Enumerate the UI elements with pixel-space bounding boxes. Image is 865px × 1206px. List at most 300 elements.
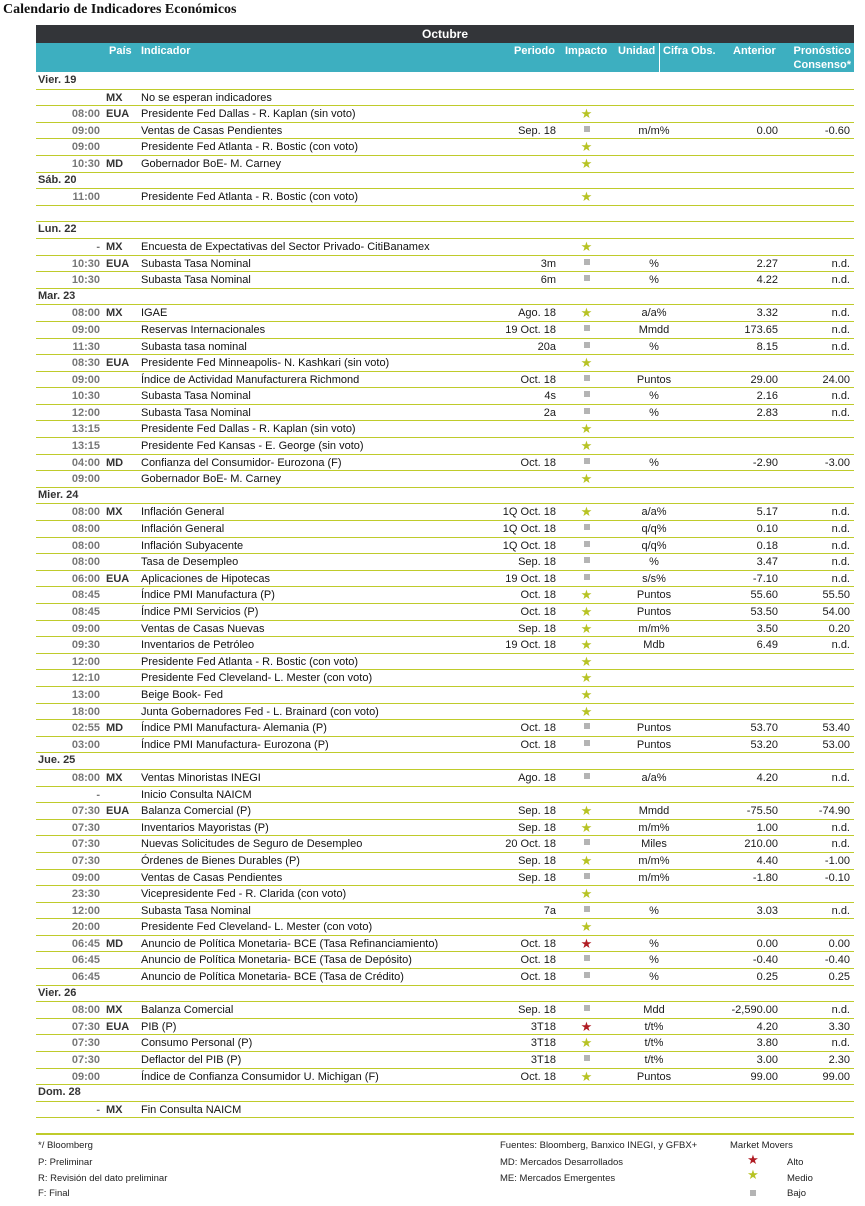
cell-period: 19 Oct. 18 bbox=[505, 572, 556, 585]
cell-pronostico: n.d. bbox=[831, 274, 850, 287]
cell-indicator: Anuncio de Política Monetaria- BCE (Tasa de Depósito) bbox=[141, 954, 412, 967]
cell-indicator: Subasta Tasa Nominal bbox=[141, 257, 251, 270]
cell-period: 20a bbox=[537, 340, 556, 353]
cell-anterior: 4.40 bbox=[756, 854, 778, 867]
cell-time: 11:00 bbox=[72, 191, 100, 204]
star-icon: ★ bbox=[580, 919, 593, 935]
square-icon bbox=[574, 390, 599, 402]
star-icon: ★ bbox=[580, 819, 593, 835]
square-icon bbox=[574, 772, 599, 784]
cell-anterior: -7.10 bbox=[752, 572, 778, 585]
note-bloomberg: */ Bloomberg bbox=[38, 1140, 93, 1151]
cell-indicator: Vicepresidente Fed - R. Clarida (con voto) bbox=[141, 888, 347, 901]
star-icon: ★ bbox=[580, 438, 593, 454]
cell-period: Sep. 18 bbox=[518, 556, 556, 569]
table-row bbox=[36, 720, 854, 737]
star-icon: ★ bbox=[580, 1035, 593, 1051]
cell-period: 19 Oct. 18 bbox=[505, 639, 556, 652]
legend-bajo: Bajo bbox=[787, 1188, 807, 1199]
cell-anterior: 0.00 bbox=[756, 937, 778, 950]
cell-time: - bbox=[96, 1103, 100, 1116]
table-row bbox=[36, 388, 854, 405]
cell-time: 07:30 bbox=[71, 854, 100, 867]
col-unidad: Unidad bbox=[618, 45, 656, 57]
cell-period: 20 Oct. 18 bbox=[505, 838, 556, 851]
table-row bbox=[36, 305, 854, 322]
square-icon bbox=[574, 1054, 599, 1066]
cell-indicator: Índice de Confianza Consumidor U. Michigan (F) bbox=[141, 1070, 379, 1083]
square-icon bbox=[574, 971, 599, 983]
square-icon bbox=[574, 872, 599, 884]
cell-indicator: Presidente Fed Cleveland- L. Mester (con voto) bbox=[141, 921, 373, 934]
table-row bbox=[36, 538, 854, 555]
cell-indicator: Anuncio de Política Monetaria- BCE (Tasa de Crédito) bbox=[141, 971, 404, 984]
note-preliminar: P: Preliminar bbox=[38, 1157, 93, 1168]
star-icon: ★ bbox=[580, 803, 593, 819]
cell-time: 09:00 bbox=[71, 323, 100, 336]
star-icon: ★ bbox=[580, 1068, 593, 1084]
col-cifra: Cifra Obs. bbox=[663, 45, 716, 57]
cell-indicator: Ventas Minoristas INEGI bbox=[141, 771, 261, 784]
col-pronostico-line2: Consenso* bbox=[793, 59, 851, 71]
star-icon: ★ bbox=[580, 155, 593, 171]
table-row bbox=[36, 90, 854, 107]
cell-time: - bbox=[96, 240, 100, 253]
cell-time: 07:30 bbox=[71, 1020, 100, 1033]
cell-pronostico: n.d. bbox=[831, 556, 850, 569]
cell-anterior: -0.40 bbox=[752, 954, 778, 967]
cell-time: 08:45 bbox=[71, 589, 100, 602]
cell-period: 6m bbox=[540, 274, 556, 287]
cell-unit: Mdb bbox=[643, 639, 665, 652]
cell-unit: t/t% bbox=[644, 1037, 664, 1050]
cell-time: 09:30 bbox=[71, 639, 100, 652]
cell-country: MX bbox=[106, 240, 123, 253]
cell-period: Oct. 18 bbox=[520, 738, 556, 751]
cell-pronostico: -74.90 bbox=[818, 805, 850, 818]
table-row bbox=[36, 1019, 854, 1036]
cell-period: Oct. 18 bbox=[520, 954, 556, 967]
cell-period: 7a bbox=[543, 904, 556, 917]
cell-anterior: 0.00 bbox=[756, 124, 778, 137]
cell-indicator: IGAE bbox=[141, 307, 168, 320]
table-row bbox=[36, 405, 854, 422]
cell-anterior: -75.50 bbox=[746, 805, 778, 818]
cell-anterior: 53.20 bbox=[750, 738, 778, 751]
table-row bbox=[36, 604, 854, 621]
cell-time: 07:30 bbox=[71, 821, 100, 834]
cell-pronostico: n.d. bbox=[831, 1037, 850, 1050]
star-icon: ★ bbox=[580, 852, 593, 868]
note-me: ME: Mercados Emergentes bbox=[500, 1173, 616, 1184]
cell-time: 08:00 bbox=[71, 108, 100, 121]
cell-country: EUA bbox=[106, 805, 130, 818]
cell-pronostico: -0.40 bbox=[824, 954, 850, 967]
cell-period: Ago. 18 bbox=[518, 771, 556, 784]
cell-anterior: 8.15 bbox=[756, 340, 778, 353]
table-row bbox=[36, 853, 854, 870]
cell-pronostico: n.d. bbox=[831, 523, 850, 536]
cell-pronostico: n.d. bbox=[831, 539, 850, 552]
table-row bbox=[36, 637, 854, 654]
cell-time: 09:00 bbox=[71, 373, 100, 386]
cell-anterior: 3.32 bbox=[756, 307, 778, 320]
legend-medio: Medio bbox=[787, 1173, 813, 1184]
table-row bbox=[36, 504, 854, 521]
cell-indicator: Gobernador BoE- M. Carney bbox=[141, 473, 282, 486]
cell-indicator: Tasa de Desempleo bbox=[141, 556, 239, 569]
square-icon bbox=[574, 838, 599, 850]
cell-pronostico: -1.00 bbox=[824, 854, 850, 867]
cell-pronostico: n.d. bbox=[831, 506, 850, 519]
cell-period: Sep. 18 bbox=[518, 622, 556, 635]
cell-unit: % bbox=[649, 390, 659, 403]
table-row bbox=[36, 670, 854, 687]
cell-unit: m/m% bbox=[638, 871, 670, 884]
cell-period: Sep. 18 bbox=[518, 871, 556, 884]
square-icon bbox=[574, 556, 599, 568]
cell-indicator: Ventas de Casas Pendientes bbox=[141, 124, 283, 137]
cell-anterior: 53.50 bbox=[750, 606, 778, 618]
table-row bbox=[36, 587, 854, 604]
cell-unit: t/t% bbox=[644, 1020, 664, 1033]
cell-pronostico: n.d. bbox=[831, 904, 850, 917]
cell-anterior: 3.50 bbox=[756, 622, 778, 635]
cell-time: 09:00 bbox=[71, 141, 100, 154]
square-icon bbox=[574, 258, 599, 270]
footer-divider bbox=[36, 1133, 854, 1135]
cell-time: 07:30 bbox=[71, 805, 100, 818]
square-icon bbox=[574, 125, 599, 137]
table-row bbox=[36, 687, 854, 704]
cell-time: 07:30 bbox=[71, 838, 100, 851]
table-row bbox=[36, 903, 854, 920]
cell-unit: Miles bbox=[641, 838, 667, 851]
cell-indicator: Subasta Tasa Nominal bbox=[141, 390, 251, 403]
day-header bbox=[36, 488, 854, 505]
cell-indicator: Deflactor del PIB (P) bbox=[141, 1054, 242, 1067]
cell-pronostico: n.d. bbox=[831, 838, 850, 851]
table-row bbox=[36, 471, 854, 488]
cell-period: Oct. 18 bbox=[520, 456, 556, 469]
square-icon bbox=[574, 905, 599, 917]
note-md: MD: Mercados Desarrollados bbox=[500, 1157, 624, 1168]
cell-indicator: Presidente Fed Atlanta - R. Bostic (con voto) bbox=[141, 141, 359, 154]
cell-unit: m/m% bbox=[638, 622, 670, 635]
cell-pronostico: n.d. bbox=[831, 307, 850, 320]
square-icon bbox=[574, 573, 599, 585]
cell-period: Oct. 18 bbox=[520, 373, 556, 386]
cell-indicator: Índice PMI Manufactura (P) bbox=[141, 589, 275, 602]
cell-time: 12:00 bbox=[71, 655, 100, 668]
cell-country: MX bbox=[106, 307, 123, 320]
cell-period: 2a bbox=[543, 406, 556, 419]
cell-time: 11:30 bbox=[72, 340, 100, 353]
table-row bbox=[36, 737, 854, 754]
square-icon bbox=[574, 954, 599, 966]
table-row bbox=[36, 1002, 854, 1019]
table-row bbox=[36, 919, 854, 936]
cell-unit: % bbox=[649, 954, 659, 967]
table-row bbox=[36, 438, 854, 455]
cell-time: - bbox=[96, 788, 100, 801]
cell-unit: Mmdd bbox=[638, 323, 670, 336]
col-indicador: Indicador bbox=[141, 45, 191, 57]
cell-pronostico: 0.25 bbox=[828, 971, 850, 984]
cell-unit: Mmdd bbox=[638, 805, 670, 818]
table-row bbox=[36, 372, 854, 389]
table-row bbox=[36, 156, 854, 173]
table-row bbox=[36, 106, 854, 123]
cell-country: MX bbox=[106, 506, 123, 519]
cell-period: Sep. 18 bbox=[518, 124, 556, 137]
cell-time: 12:10 bbox=[71, 672, 100, 685]
star-icon: ★ bbox=[580, 355, 593, 371]
cell-time: 08:00 bbox=[71, 556, 100, 569]
cell-unit: m/m% bbox=[638, 124, 670, 137]
cell-country: MD bbox=[106, 456, 124, 469]
cell-country: MX bbox=[106, 771, 123, 784]
legend-title: Market Movers bbox=[730, 1140, 793, 1151]
cell-time: 20:00 bbox=[71, 921, 100, 934]
cell-period: 19 Oct. 18 bbox=[505, 323, 556, 336]
table-row bbox=[36, 886, 854, 903]
cell-indicator: Índice de Actividad Manufacturera Richmond bbox=[141, 373, 360, 386]
cell-country: MX bbox=[106, 91, 123, 104]
table-row bbox=[36, 239, 854, 256]
square-icon bbox=[574, 540, 599, 552]
cell-time: 06:45 bbox=[71, 954, 100, 967]
star-icon: ★ bbox=[580, 886, 593, 902]
table-row bbox=[36, 1035, 854, 1052]
cell-period: Oct. 18 bbox=[520, 606, 556, 618]
cell-period: Ago. 18 bbox=[518, 307, 556, 320]
table-row bbox=[36, 139, 854, 156]
cell-anterior: 53.70 bbox=[750, 722, 778, 735]
cell-pronostico: 99.00 bbox=[822, 1070, 850, 1083]
cell-pronostico: -3.00 bbox=[824, 456, 850, 469]
cell-period: Oct. 18 bbox=[520, 1070, 556, 1083]
day-label: Vier. 19 bbox=[38, 74, 77, 86]
square-icon bbox=[574, 374, 599, 386]
cell-anterior: 5.17 bbox=[756, 506, 778, 519]
day-label: Sáb. 20 bbox=[38, 173, 77, 186]
cell-unit: m/m% bbox=[638, 821, 670, 834]
cell-indicator: Subasta Tasa Nominal bbox=[141, 406, 251, 419]
cell-pronostico: 24.00 bbox=[822, 373, 850, 386]
cell-anterior: 2.83 bbox=[756, 406, 778, 419]
month-header: Octubre bbox=[36, 25, 854, 43]
cell-time: 08:30 bbox=[71, 357, 100, 370]
day-label: Jue. 25 bbox=[38, 754, 76, 767]
cell-anterior: 4.20 bbox=[756, 1020, 778, 1033]
day-label: Lun. 22 bbox=[38, 223, 77, 236]
table-row bbox=[36, 787, 854, 804]
cell-indicator: Subasta Tasa Nominal bbox=[141, 904, 251, 917]
cell-anterior: 3.80 bbox=[756, 1037, 778, 1050]
cell-time: 13:00 bbox=[71, 688, 100, 701]
star-icon: ★ bbox=[747, 1152, 759, 1167]
cell-indicator: Aplicaciones de Hipotecas bbox=[141, 572, 271, 585]
cell-time: 10:30 bbox=[71, 257, 100, 270]
cell-pronostico: 0.20 bbox=[828, 622, 850, 635]
table-header bbox=[36, 25, 854, 72]
cell-anterior: 4.20 bbox=[756, 771, 778, 784]
table-row bbox=[36, 272, 854, 289]
cell-indicator: Balanza Comercial (P) bbox=[141, 805, 252, 818]
table-row bbox=[36, 571, 854, 588]
cell-unit: Mdd bbox=[643, 1004, 665, 1017]
cell-indicator: Inflación General bbox=[141, 506, 225, 519]
cell-indicator: Ventas de Casas Nuevas bbox=[141, 622, 265, 635]
day-label: Mier. 24 bbox=[38, 488, 79, 501]
cell-country: MD bbox=[106, 157, 124, 170]
cell-pronostico: n.d. bbox=[831, 821, 850, 834]
cell-unit: t/t% bbox=[644, 1054, 664, 1067]
cell-period: Sep. 18 bbox=[518, 854, 556, 867]
cell-time: 13:15 bbox=[71, 423, 100, 436]
table-row bbox=[36, 521, 854, 538]
cell-pronostico: 2.30 bbox=[828, 1054, 850, 1067]
row-spacer bbox=[36, 206, 854, 223]
cell-time: 12:00 bbox=[71, 406, 100, 419]
cell-period: 1Q Oct. 18 bbox=[502, 539, 556, 552]
col-impacto: Impacto bbox=[565, 45, 608, 57]
cell-pronostico: n.d. bbox=[831, 406, 850, 419]
square-icon bbox=[574, 457, 599, 469]
cell-time: 08:00 bbox=[71, 771, 100, 784]
cell-time: 18:00 bbox=[71, 705, 100, 718]
square-icon bbox=[574, 739, 599, 751]
cell-indicator: Fin Consulta NAICM bbox=[141, 1103, 242, 1116]
cell-pronostico: n.d. bbox=[831, 340, 850, 353]
star-icon: ★ bbox=[580, 686, 593, 702]
cell-time: 06:45 bbox=[71, 937, 100, 950]
cell-time: 08:00 bbox=[71, 1004, 100, 1017]
cell-indicator: Nuevas Solicitudes de Seguro de Desempleo bbox=[141, 838, 363, 851]
cell-unit: % bbox=[649, 937, 659, 950]
note-sources: Fuentes: Bloomberg, Banxico INEGI, y GFBX+ bbox=[500, 1140, 698, 1151]
cell-time: 08:00 bbox=[71, 506, 100, 519]
cell-indicator: Inventarios Mayoristas (P) bbox=[141, 821, 269, 834]
square-icon bbox=[574, 722, 599, 734]
day-label: Dom. 28 bbox=[38, 1086, 81, 1099]
day-header bbox=[36, 73, 854, 90]
cell-unit: Puntos bbox=[636, 589, 672, 602]
cell-time: 04:00 bbox=[71, 456, 100, 469]
cell-indicator: Índice PMI Servicios (P) bbox=[141, 606, 259, 618]
table-row bbox=[36, 355, 854, 372]
cell-country: EUA bbox=[106, 108, 130, 121]
cell-time: 08:00 bbox=[71, 307, 100, 320]
cell-time: 09:00 bbox=[71, 622, 100, 635]
cell-anterior: 4.22 bbox=[756, 274, 778, 287]
cell-country: EUA bbox=[106, 1020, 130, 1033]
cell-period: Sep. 18 bbox=[518, 805, 556, 818]
table-row bbox=[36, 870, 854, 887]
cell-indicator: Confianza del Consumidor- Eurozona (F) bbox=[141, 456, 342, 469]
cell-indicator: Índice PMI Manufactura- Alemania (P) bbox=[141, 722, 327, 735]
calendar-table bbox=[36, 73, 854, 1118]
cell-indicator: Subasta tasa nominal bbox=[141, 340, 247, 353]
cell-time: 12:00 bbox=[71, 904, 100, 917]
star-icon: ★ bbox=[580, 504, 593, 520]
cell-time: 07:30 bbox=[71, 1037, 100, 1050]
cell-unit: Puntos bbox=[636, 722, 672, 735]
table-row bbox=[36, 654, 854, 671]
star-icon: ★ bbox=[580, 604, 593, 619]
star-icon: ★ bbox=[580, 106, 593, 122]
table-row bbox=[36, 1069, 854, 1086]
table-row bbox=[36, 322, 854, 339]
cell-period: Sep. 18 bbox=[518, 821, 556, 834]
cell-unit: % bbox=[649, 556, 659, 569]
table-row bbox=[36, 421, 854, 438]
cell-indicator: Anuncio de Política Monetaria- BCE (Tasa Refinanciamiento) bbox=[141, 937, 439, 950]
cell-anterior: 29.00 bbox=[750, 373, 778, 386]
cell-pronostico: n.d. bbox=[831, 323, 850, 336]
cell-time: 07:30 bbox=[71, 1054, 100, 1067]
cell-indicator: Subasta Tasa Nominal bbox=[141, 274, 251, 287]
cell-indicator: Inventarios de Petróleo bbox=[141, 639, 255, 652]
cell-time: 23:30 bbox=[71, 888, 100, 901]
square-icon bbox=[574, 341, 599, 353]
table-row bbox=[36, 339, 854, 356]
star-icon: ★ bbox=[580, 637, 593, 653]
cell-period: 1Q Oct. 18 bbox=[502, 506, 556, 519]
table-row bbox=[36, 1102, 854, 1119]
day-header bbox=[36, 173, 854, 190]
cell-anterior: 0.18 bbox=[756, 539, 778, 552]
table-row bbox=[36, 704, 854, 721]
cell-anterior: 6.49 bbox=[756, 639, 778, 652]
cell-country: MD bbox=[106, 722, 124, 735]
cell-time: 09:00 bbox=[71, 124, 100, 137]
legend-alto: Alto bbox=[787, 1157, 804, 1168]
cell-pronostico: n.d. bbox=[831, 390, 850, 403]
cell-unit: % bbox=[649, 904, 659, 917]
cell-period: Oct. 18 bbox=[520, 937, 556, 950]
table-row bbox=[36, 836, 854, 853]
cell-indicator: Inflación Subyacente bbox=[141, 539, 244, 552]
cell-unit: Puntos bbox=[636, 373, 672, 386]
cell-time: 09:00 bbox=[71, 473, 100, 486]
star-icon: ★ bbox=[580, 189, 593, 205]
table-row bbox=[36, 803, 854, 820]
cell-anterior: -2,590.00 bbox=[731, 1004, 778, 1017]
table-row bbox=[36, 621, 854, 638]
cell-indicator: Presidente Fed Dallas - R. Kaplan (sin voto) bbox=[141, 423, 356, 436]
cell-unit: % bbox=[649, 971, 659, 984]
cell-unit: % bbox=[649, 340, 659, 353]
cell-indicator: Presidente Fed Atlanta - R. Bostic (con voto) bbox=[141, 191, 359, 204]
col-pronostico bbox=[794, 44, 851, 72]
star-icon: ★ bbox=[580, 935, 593, 951]
cell-anterior: 173.65 bbox=[744, 323, 778, 336]
cell-anterior: 210.00 bbox=[744, 838, 778, 851]
cell-unit: % bbox=[649, 274, 659, 287]
cell-country: EUA bbox=[106, 257, 130, 270]
star-icon: ★ bbox=[580, 653, 593, 669]
col-anterior: Anterior bbox=[733, 45, 776, 57]
cell-period: 4s bbox=[544, 390, 556, 403]
table-row bbox=[36, 770, 854, 787]
table-row bbox=[36, 969, 854, 986]
cell-time: 08:45 bbox=[71, 606, 100, 618]
cell-country: MD bbox=[106, 937, 124, 950]
cell-time: 10:30 bbox=[71, 390, 100, 403]
table-row bbox=[36, 1052, 854, 1069]
